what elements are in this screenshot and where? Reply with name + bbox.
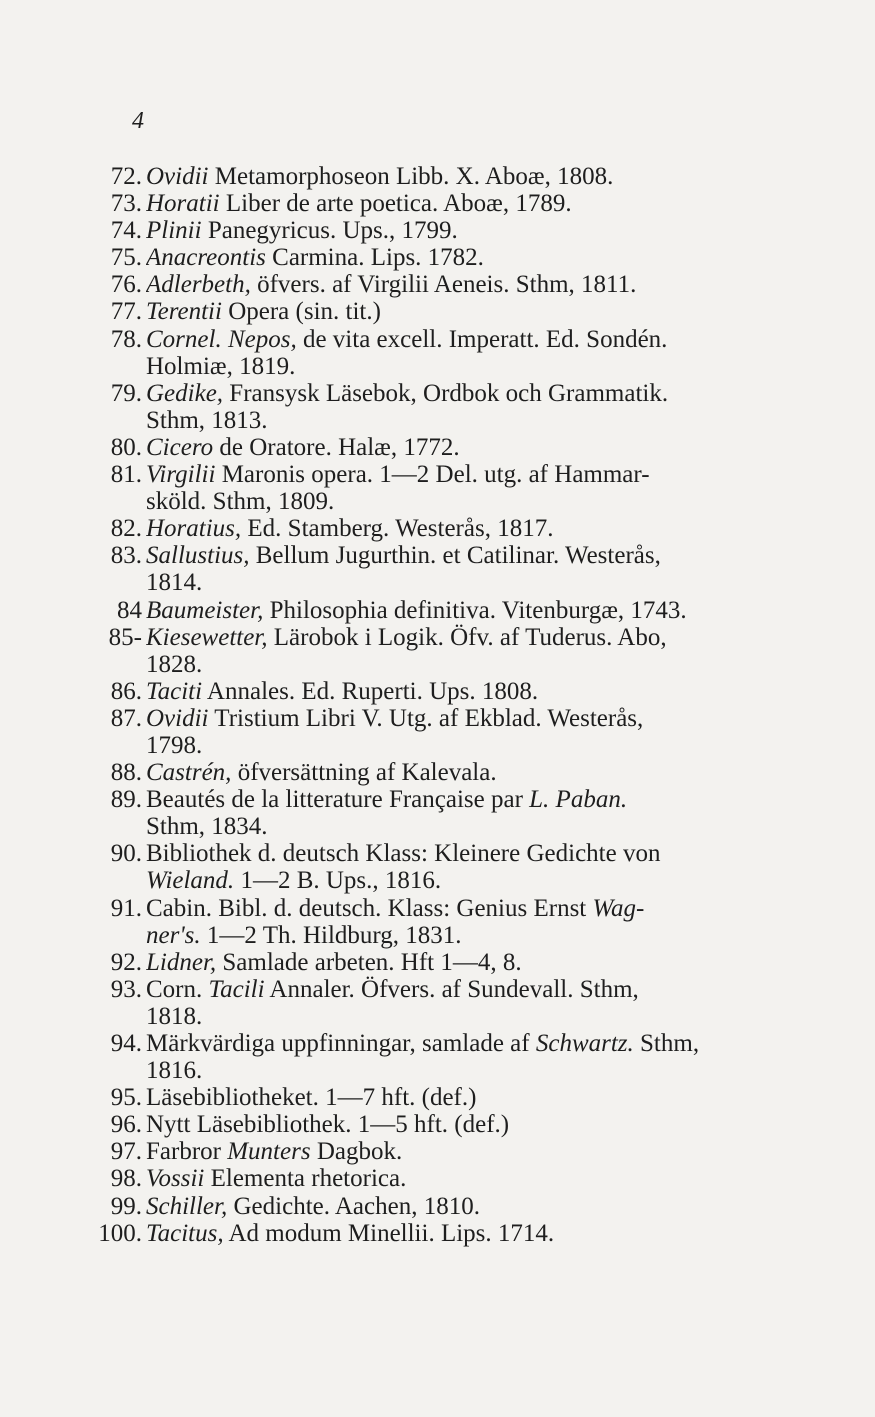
entry-line [146,786,796,813]
entry-text [146,759,796,786]
entry-number: 86. [110,677,142,705]
entry-line [146,190,796,217]
text-segment: Corn. [146,975,209,1003]
catalog-entry [96,705,796,759]
entry-text [146,1111,796,1138]
entry-text [146,326,796,380]
entry-text [146,461,796,515]
italic-segment: Sallustius, [146,542,250,570]
text-segment: de Oratore. Halæ, 1772. [213,433,460,461]
entry-text [146,1030,796,1084]
entry-number: 96. [110,1111,142,1139]
entry-text [146,163,796,190]
catalog-entry [96,1084,796,1111]
entry-continuation-line [146,488,796,515]
entry-text [146,705,796,759]
catalog-entry [96,1030,796,1084]
entry-continuation-line [146,353,796,380]
entry-line [146,1193,796,1220]
catalog-entry [96,597,796,624]
catalog-entry [96,461,796,515]
catalog-entry [96,380,796,434]
text-segment: Panegyricus. Ups., 1799. [201,217,458,245]
text-segment: 1818. [146,1002,203,1030]
entry-line [146,678,796,705]
entry-text [146,1138,796,1165]
catalog-entry [96,271,796,298]
entry-line [146,271,796,298]
entry-number: 77. [110,298,142,326]
entry-continuation-line [146,407,796,434]
entry-number: 76. [110,271,142,299]
entry-text [146,624,796,678]
entry-line [146,434,796,461]
entry-number: 78. [110,325,142,353]
text-segment: Gedichte. Aachen, 1810. [227,1192,480,1220]
entry-line [146,895,796,922]
italic-segment: Ovidii [146,163,209,190]
entry-line [146,597,796,624]
italic-segment: Adlerbeth, [146,271,251,299]
entry-text [146,434,796,461]
entry-number: 73. [110,190,142,218]
italic-segment: Terentii [146,298,222,326]
entry-text [146,244,796,271]
italic-segment: Lidner, [146,948,217,976]
entry-text [146,1084,796,1111]
catalog-entry [96,298,796,325]
entry-line [146,705,796,732]
entry-number: 81. [110,461,142,489]
text-segment: Sthm, 1813. [146,406,268,434]
entry-line [146,380,796,407]
entry-number: 87. [110,704,142,732]
text-segment: Tristium Libri V. Utg. af Ekblad. Westerås, [208,704,644,732]
page-number: 4 [132,108,144,134]
entry-continuation-line [146,867,796,894]
entry-number: 83. [110,542,142,570]
entry-text [146,380,796,434]
entry-continuation-line [146,732,796,759]
text-segment: Bibliothek d. deutsch Klass: Kleinere Gedichte von [146,840,661,868]
entry-number: 75. [110,244,142,272]
entry-number: 99. [110,1192,142,1220]
italic-segment: ner's. [146,921,201,949]
italic-segment: Schiller, [146,1192,228,1220]
entry-text [146,678,796,705]
text-segment: Samlade arbeten. Hft 1—4, 8. [216,948,522,976]
entry-number: 82. [110,515,142,543]
entry-number: 93. [110,975,142,1003]
entry-line [146,624,796,651]
entry-text [146,271,796,298]
italic-segment: Wieland. [146,867,235,895]
entry-line [146,298,796,325]
entry-text [146,542,796,596]
entry-continuation-line [146,651,796,678]
italic-segment: Kiesewetter, [146,623,268,651]
text-segment: Ad modum Minellii. Lips. 1714. [223,1219,555,1247]
text-segment: Märkvärdiga uppfinningar, samlade af [146,1030,536,1057]
text-segment: Sthm, 1834. [146,813,268,841]
entry-line [146,1220,796,1247]
catalog-entry [96,624,796,678]
text-segment: Carmina. Lips. 1782. [265,244,484,272]
entry-continuation-line [146,1003,796,1030]
italic-segment: Castrén, [146,759,232,787]
entry-line [146,461,796,488]
catalog-entry [96,1138,796,1165]
text-segment: Philosophia definitiva. Vitenburgæ, 1743. [263,596,687,624]
entry-text [146,515,796,542]
entry-number: 92. [110,948,142,976]
entry-text [146,786,796,840]
italic-segment: Wag- [592,894,645,922]
text-segment: 1816. [146,1057,203,1085]
entry-line [146,326,796,353]
text-segment: Annaler. Öfvers. af Sundevall. Sthm, [264,975,639,1003]
entry-number: 97. [110,1138,142,1166]
text-segment: 1814. [146,569,203,597]
catalog-entry [96,1165,796,1192]
text-segment: Metamorphoseon Libb. X. Aboæ, 1808. [208,163,614,190]
text-segment: Fransysk Läsebok, Ordbok och Grammatik. [223,379,669,407]
text-segment: Maronis opera. 1—2 Del. utg. af Hammar- [215,461,650,489]
entry-line [146,840,796,867]
catalog-entry [96,786,796,840]
catalog-entry [96,976,796,1030]
entry-number: 95. [110,1084,142,1112]
text-segment: Dagbok. [310,1138,403,1166]
text-segment: 1828. [146,650,203,678]
italic-segment: Cicero [146,433,214,461]
text-segment: 1—2 Th. Hildburg, 1831. [200,921,462,949]
italic-segment: Schwartz. [535,1030,634,1057]
catalog-entry [96,1111,796,1138]
text-segment: Lärobok i Logik. Öfv. af Tuderus. Abo, [267,623,667,651]
italic-segment: Horatius, [146,515,242,543]
text-segment: Nytt Läsebibliothek. 1—5 hft. (def.) [146,1111,510,1139]
text-segment: Opera (sin. tit.) [221,298,381,326]
text-segment: Cabin. Bibl. d. deutsch. Klass: Genius Ernst [146,894,593,922]
text-segment: Liber de arte poetica. Aboæ, 1789. [219,190,572,218]
entry-line [146,1165,796,1192]
catalog-entry [96,163,796,190]
italic-segment: Gedike, [146,379,224,407]
entry-text [146,895,796,949]
entry-number: 89. [110,786,142,814]
catalog-entry [96,678,796,705]
italic-segment: Tacili [208,975,265,1003]
catalog-entry [96,895,796,949]
entry-number: 100. [98,1219,142,1247]
entry-line [146,163,796,190]
italic-segment: Vossii [146,1165,205,1193]
entry-text [146,976,796,1030]
entry-text [146,1165,796,1192]
italic-segment: Tacitus, [146,1219,224,1247]
entry-number: 79. [110,379,142,407]
entry-continuation-line [146,1057,796,1084]
entry-line [146,217,796,244]
entry-line [146,1030,796,1057]
text-segment: 1—2 B. Ups., 1816. [234,867,442,895]
entry-number: 72. [110,163,142,190]
entry-continuation-line [146,569,796,596]
text-segment: Elementa rhetorica. [204,1165,407,1193]
entry-number: 80. [110,433,142,461]
entry-line [146,1111,796,1138]
entry-text [146,1193,796,1220]
entry-line [146,759,796,786]
entry-text [146,298,796,325]
text-segment: Holmiæ, 1819. [146,352,296,380]
entry-text [146,840,796,894]
entry-number: 98. [110,1165,142,1193]
italic-segment: Cornel. Nepos, [146,325,297,353]
italic-segment: Anacreontis [146,244,266,272]
italic-segment: Baumeister, [146,596,264,624]
text-segment: 1798. [146,731,203,759]
text-segment: Ed. Stamberg. Westerås, 1817. [241,515,554,543]
entry-line [146,244,796,271]
entry-line [146,949,796,976]
catalog-entry [96,244,796,271]
text-segment: de vita excell. Imperatt. Ed. Sondén. [296,325,668,353]
entry-line [146,976,796,1003]
catalog-entry [96,542,796,596]
entry-number: 91. [110,894,142,922]
entry-text [146,949,796,976]
entry-number: 84 [117,596,142,624]
catalog-entry [96,217,796,244]
catalog-entry [96,1193,796,1220]
text-segment: Annales. Ed. Ruperti. Ups. 1808. [202,677,539,705]
italic-segment: Virgilii [146,461,216,489]
entry-number: 90. [110,840,142,868]
entry-text [146,597,796,624]
italic-segment: Ovidii [146,704,209,732]
text-segment: Bellum Jugurthin. et Catilinar. Westerås, [249,542,661,570]
italic-segment: Munters [227,1138,311,1166]
text-segment: Farbror [146,1138,228,1166]
italic-segment: L. Paban. [529,786,628,814]
catalog-entry [96,190,796,217]
entry-number: 85- [108,623,142,651]
italic-segment: Horatii [146,190,220,218]
entry-line [146,1084,796,1111]
entry-continuation-line [146,922,796,949]
entry-continuation-line [146,813,796,840]
text-segment: sköld. Sthm, 1809. [146,488,335,516]
entry-number: 74. [110,217,142,245]
entry-text [146,217,796,244]
italic-segment: Plinii [146,217,202,245]
text-segment: öfvers. af Virgilii Aeneis. Sthm, 1811. [250,271,637,299]
text-segment: öfversättning af Kalevala. [231,759,497,787]
entry-line [146,542,796,569]
catalog-entry [96,515,796,542]
italic-segment: Taciti [146,677,203,705]
entry-text [146,1220,796,1247]
entry-number: 94. [110,1030,142,1057]
entry-line [146,1138,796,1165]
entry-number: 88. [110,759,142,787]
text-segment: Beautés de la litterature Française par [146,786,530,814]
catalog-list [96,163,796,1247]
catalog-entry [96,759,796,786]
entry-text [146,190,796,217]
catalog-entry [96,434,796,461]
entry-line [146,515,796,542]
catalog-entry [96,949,796,976]
text-segment: Sthm, [633,1030,700,1057]
catalog-entry [96,840,796,894]
catalog-entry [96,1220,796,1247]
catalog-entry [96,326,796,380]
text-segment: Läsebibliotheket. 1—7 hft. (def.) [146,1084,477,1112]
